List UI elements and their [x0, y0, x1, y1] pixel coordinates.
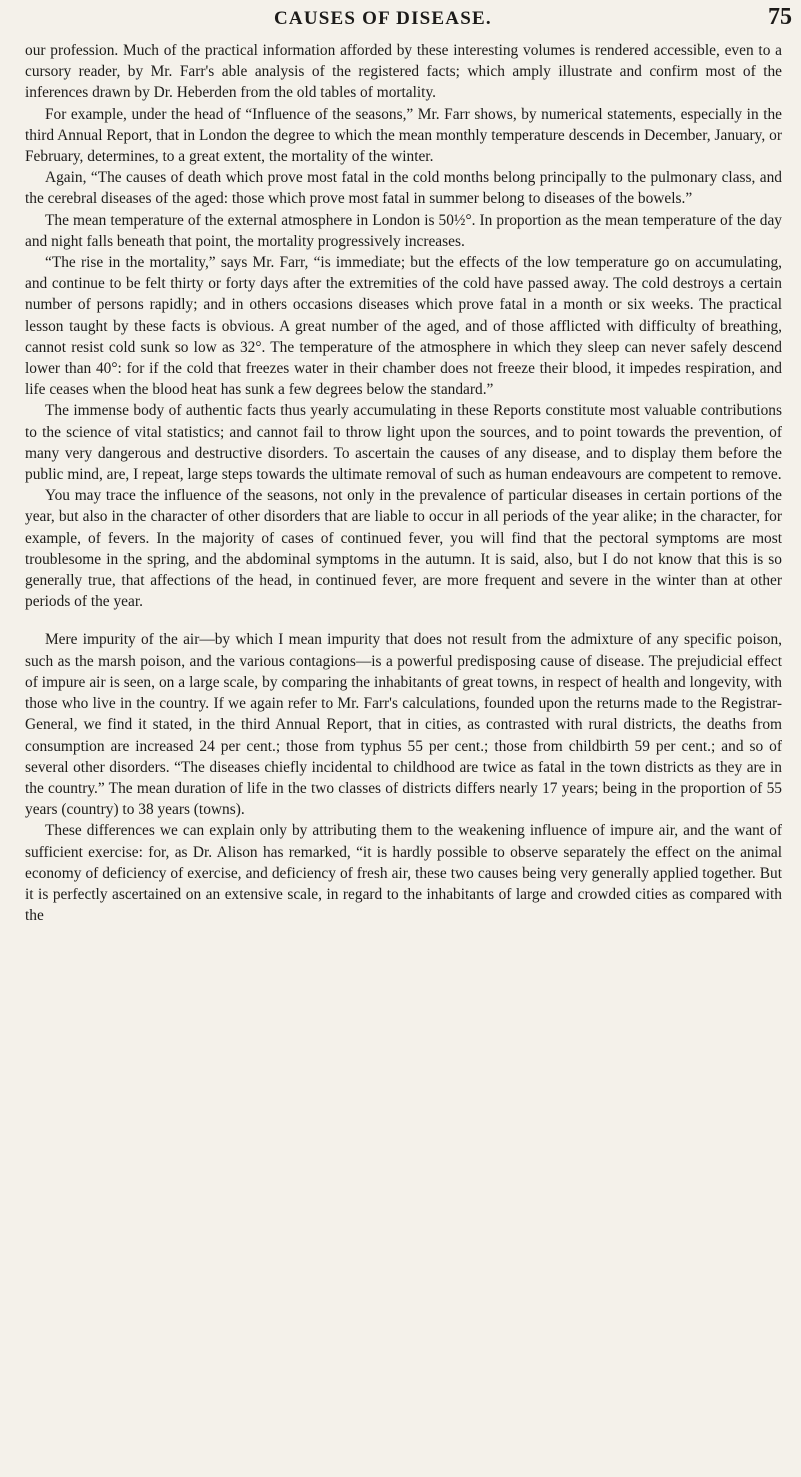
page-number: 75: [768, 4, 792, 30]
paragraph: Again, “The causes of death which prove most fatal in the cold months belong principally to the pulmonary class, and the cerebral diseases of the aged: those which prove most fatal in summer belong to diseases of the bowels.”: [25, 169, 782, 208]
paragraph: our profession. Much of the practical information afforded by these interesting volumes is rendered accessible, even to a cursory reader, by Mr. Farr's able analysis of the registered facts; which amply illustrate and confirm most of the inferences drawn by Dr. Heberden from the old tables of mortality.: [25, 42, 782, 102]
paragraph: The mean temperature of the external atmosphere in London is 50½°. In proportion as the mean temperature of the day and night falls beneath that point, the mortality progressively increases.: [25, 211, 782, 250]
paragraph: These differences we can explain only by attributing them to the weakening influence of impure air, and the want of sufficient exercise: for, as Dr. Alison has remarked, “it is hardly possible to observe separately the effect on the animal economy of deficiency of exercise, and deficiency of fresh air, these two causes being very generally applied together. But it is perfectly ascertained on an extensive scale, in regard to the inhabitants of large and crowded cities as compared with the: [25, 822, 782, 925]
paragraph: For example, under the head of “Influence of the seasons,” Mr. Farr shows, by numerical statements, especially in the third Annual Report, that in London the degree to which the mean monthly temperature descends in December, January, or February, determines, to a great extent, the mortality of the winter.: [25, 105, 782, 166]
paragraph: “The rise in the mortality,” says Mr. Farr, “is immediate; but the effects of the low temperature go on accumulating, and continue to be felt thirty or forty days after the extremities of the cold have passed away. The cold destroys a certain number of persons rapidly; and in others occasions diseases which prove fatal in a month or six weeks. The practical lesson taught by these facts is obvious. A great number of the aged, and of those afflicted with difficulty of breathing, cannot resist cold sunk so low as 32°. The temperature of the atmosphere in which they sleep can never safely descend lower than 40°: for if the cold that freezes water in their chamber does not freeze their blood, it impedes respiration, and life ceases when the blood heat has sunk a few degrees below the standard.”: [25, 254, 782, 399]
running-header: [0, 4, 801, 34]
page-title: CAUSES OF DISEASE.: [274, 8, 492, 29]
paragraph: Mere impurity of the air—by which I mean impurity that does not result from the admixture of any specific poison, such as the marsh poison, and the various contagions—is a powerful predisposing cause of disease. The prejudicial effect of impure air is seen, on a large scale, by comparing the inhabitants of great towns, in respect of health and longevity, with those who live in the country. If we again refer to Mr. Farr's calculations, founded upon the returns made to the Registrar-General, we find it stated, in the third Annual Report, that in cities, as contrasted with rural districts, the deaths from consumption are increased 24 per cent.; those from typhus 55 per cent.; those from childbirth 59 per cent.; and so of several other disorders. “The diseases chiefly incidental to childhood are twice as fatal in the town districts as they are in the country.” The mean duration of life in the two classes of districts differs nearly 17 years; being in the proportion of 55 years (country) to 38 years (towns).: [25, 631, 782, 819]
paragraph: You may trace the influence of the seasons, not only in the prevalence of particular diseases in certain portions of the year, but also in the character of other disorders that are liable to occur in all periods of the year alike; in the character, for example, of fevers. In the majority of cases of continued fever, you will find that the pectoral symptoms are most troublesome in the spring, and the abdominal symptoms in the autumn. It is said, also, but I do not know that this is so generally true, that affections of the head, in continued fever, are more frequent and severe in the winter than at other periods of the year.: [25, 487, 782, 611]
body-text: [25, 40, 782, 926]
paragraph: The immense body of authentic facts thus yearly accumulating in these Reports constitute most valuable contributions to the science of vital statistics; and cannot fail to throw light upon the sources, and to point towards the prevention, of many very dangerous and destructive disorders. To ascertain the causes of any disease, and to display them before the public mind, are, I repeat, large steps towards the ultimate removal of such as human endeavours are competent to remove.: [25, 402, 782, 484]
